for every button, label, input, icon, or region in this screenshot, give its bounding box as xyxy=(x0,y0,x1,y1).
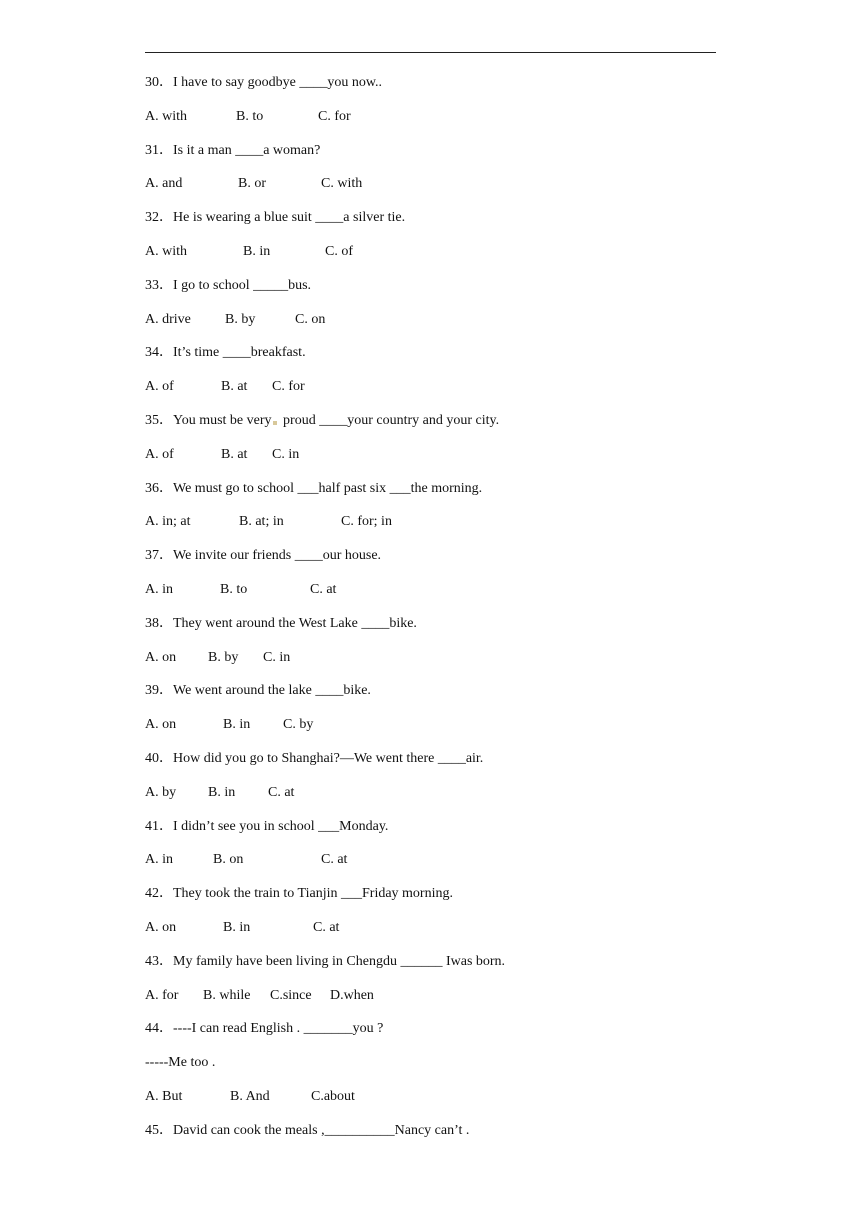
option-a[interactable]: A. with xyxy=(145,243,187,259)
options-row xyxy=(145,309,745,343)
question-list xyxy=(145,72,745,1154)
option-b[interactable]: B. by xyxy=(208,649,239,665)
option-c[interactable]: C. for xyxy=(318,108,351,124)
options-row xyxy=(145,376,745,410)
options-row xyxy=(145,782,745,816)
option-b[interactable]: B. while xyxy=(203,987,251,1003)
option-a[interactable]: A. for xyxy=(145,987,179,1003)
question-stem: 34．It’s time ____breakfast. xyxy=(145,345,306,361)
question-stem-part: proud ____your country and your city. xyxy=(279,412,500,428)
options-row xyxy=(145,985,745,1019)
option-a[interactable]: A. drive xyxy=(145,311,191,327)
option-a[interactable]: A. of xyxy=(145,446,174,462)
option-b[interactable]: B. in xyxy=(223,717,251,733)
options-row xyxy=(145,917,745,951)
question-stem-part: 35．You must be very xyxy=(145,412,272,428)
question-stem: 39．We went around the lake ____bike. xyxy=(145,683,371,699)
option-b[interactable]: B. or xyxy=(238,176,266,192)
option-c[interactable]: C. for; in xyxy=(341,514,392,530)
option-b[interactable]: B. in xyxy=(243,243,271,259)
options-row xyxy=(145,1086,745,1120)
options-row xyxy=(145,849,745,883)
option-c[interactable]: C. of xyxy=(325,243,353,259)
option-a[interactable]: A. of xyxy=(145,379,174,395)
options-row xyxy=(145,444,745,478)
option-b[interactable]: B. at; in xyxy=(239,514,284,530)
question-stem: 32．He is wearing a blue suit ____a silver tie. xyxy=(145,210,406,226)
option-b[interactable]: B. in xyxy=(223,919,251,935)
option-c[interactable]: C. in xyxy=(272,446,300,462)
question-stem: 38．They went around the West Lake ____bike. xyxy=(145,615,417,631)
option-c[interactable]: C. in xyxy=(263,649,291,665)
question-stem: 36．We must go to school ___half past six ___the morning. xyxy=(145,480,483,496)
options-row xyxy=(145,106,745,140)
option-c[interactable]: C. with xyxy=(321,176,363,192)
option-a[interactable]: A. on xyxy=(145,919,177,935)
option-a[interactable]: A. by xyxy=(145,784,177,800)
options-row xyxy=(145,173,745,207)
option-b[interactable]: B. at xyxy=(221,379,248,395)
option-a[interactable]: A. in; at xyxy=(145,514,191,530)
option-b[interactable]: B. to xyxy=(236,108,264,124)
question-stem: 33．I go to school _____bus. xyxy=(145,277,312,293)
option-b[interactable]: B. on xyxy=(213,852,244,868)
option-c[interactable]: C. at xyxy=(321,852,348,868)
options-row xyxy=(145,511,745,545)
question-stem xyxy=(145,410,745,444)
option-b[interactable]: B. to xyxy=(220,581,248,597)
option-c[interactable]: C. on xyxy=(295,311,326,327)
question-stem: 31．Is it a man ____a woman? xyxy=(145,142,321,158)
stray-mark xyxy=(273,421,277,425)
option-b[interactable]: B. at xyxy=(221,446,248,462)
dialogue-reply: -----Me too . xyxy=(145,1055,216,1071)
header-rule xyxy=(145,52,716,53)
option-c[interactable]: C. at xyxy=(313,919,340,935)
option-b[interactable]: B. in xyxy=(208,784,236,800)
option-c[interactable]: C.about xyxy=(311,1088,355,1104)
option-a[interactable]: A. and xyxy=(145,176,183,192)
option-b[interactable]: B. And xyxy=(230,1088,270,1104)
option-c[interactable]: C. for xyxy=(272,379,305,395)
options-row xyxy=(145,579,745,613)
question-stem: 43．My family have been living in Chengdu ______ Iwas born. xyxy=(145,953,506,969)
options-row xyxy=(145,241,745,275)
question-stem: 40．How did you go to Shanghai?—We went there ____air. xyxy=(145,750,484,766)
option-a[interactable]: A. on xyxy=(145,649,177,665)
option-a[interactable]: A. with xyxy=(145,108,187,124)
option-a[interactable]: A. But xyxy=(145,1088,183,1104)
option-c[interactable]: C.since xyxy=(270,987,312,1003)
options-row xyxy=(145,647,745,681)
question-stem: 45．David can cook the meals ,__________Nancy can’t . xyxy=(145,1122,470,1138)
option-c[interactable]: C. by xyxy=(283,717,314,733)
option-a[interactable]: A. in xyxy=(145,581,173,597)
option-b[interactable]: B. by xyxy=(225,311,256,327)
option-a[interactable]: A. on xyxy=(145,717,177,733)
option-a[interactable]: A. in xyxy=(145,852,173,868)
option-c[interactable]: C. at xyxy=(268,784,295,800)
option-d[interactable]: D.when xyxy=(330,987,374,1003)
question-stem: 37．We invite our friends ____our house. xyxy=(145,548,382,564)
option-c[interactable]: C. at xyxy=(310,581,337,597)
question-stem: 42．They took the train to Tianjin ___Friday morning. xyxy=(145,886,453,902)
question-stem: 30．I have to say goodbye ____you now.. xyxy=(145,75,383,90)
options-row xyxy=(145,714,745,748)
question-stem: 41．I didn’t see you in school ___Monday. xyxy=(145,818,389,834)
question-stem: 44．----I can read English . _______you ? xyxy=(145,1021,384,1037)
